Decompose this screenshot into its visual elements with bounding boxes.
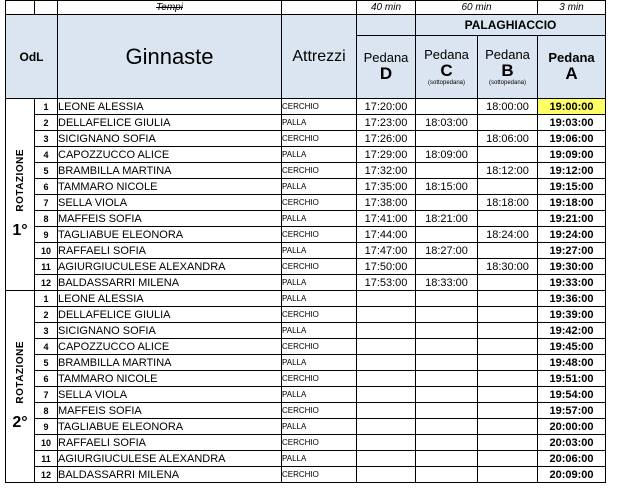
time-pedana-d xyxy=(357,419,416,435)
venue-blank-cell xyxy=(357,15,416,36)
gymnast-name: AGIURGIUCULESE ALEXANDRA xyxy=(58,451,282,467)
time-pedana-a: 19:03:00 xyxy=(538,115,606,131)
time-pedana-a: 19:33:00 xyxy=(538,275,606,291)
apparatus: PALLA xyxy=(282,451,357,467)
time-pedana-b xyxy=(478,339,538,355)
apparatus: PALLA xyxy=(282,291,357,307)
time-pedana-a: 19:39:00 xyxy=(538,307,606,323)
time-pedana-b xyxy=(478,179,538,195)
time-pedana-a: 19:57:00 xyxy=(538,403,606,419)
venue-title: PALAGHIACCIO xyxy=(416,15,606,36)
apparatus: PALLA xyxy=(282,275,357,291)
time-pedana-a: 19:42:00 xyxy=(538,323,606,339)
apparatus: PALLA xyxy=(282,243,357,259)
durations-row xyxy=(6,1,606,15)
order-number: 9 xyxy=(35,419,58,435)
table-row xyxy=(6,387,606,403)
time-pedana-b: 18:00:00 xyxy=(478,99,538,115)
time-pedana-d xyxy=(357,291,416,307)
time-pedana-c xyxy=(416,99,478,115)
order-number: 2 xyxy=(35,307,58,323)
time-pedana-a: 19:48:00 xyxy=(538,355,606,371)
corner-cell xyxy=(6,1,35,15)
time-pedana-c xyxy=(416,451,478,467)
rotation-word: ROTAZIONE xyxy=(14,149,26,212)
apparatus: CERCHIO xyxy=(282,339,357,355)
gymnast-name: SELLA VIOLA xyxy=(58,387,282,403)
pedana-b-header xyxy=(478,36,538,99)
time-pedana-d xyxy=(357,435,416,451)
order-number: 8 xyxy=(35,211,58,227)
time-pedana-b xyxy=(478,147,538,163)
time-pedana-d: 17:29:00 xyxy=(357,147,416,163)
time-pedana-b: 18:06:00 xyxy=(478,131,538,147)
pedana-word: Pedana xyxy=(485,47,530,63)
rotation-label-cell xyxy=(6,291,35,483)
time-pedana-a: 19:09:00 xyxy=(538,147,606,163)
order-number: 11 xyxy=(35,451,58,467)
apparatus: PALLA xyxy=(282,179,357,195)
time-pedana-c: 18:09:00 xyxy=(416,147,478,163)
time-pedana-b xyxy=(478,323,538,339)
pedana-c-header xyxy=(416,36,478,99)
gymnast-name: DELLAFELICE GIULIA xyxy=(58,115,282,131)
pedana-word: Pedana xyxy=(363,50,409,66)
apparatus: CERCHIO xyxy=(282,435,357,451)
time-pedana-c xyxy=(416,339,478,355)
time-pedana-d: 17:23:00 xyxy=(357,115,416,131)
table-row xyxy=(6,291,606,307)
time-pedana-a: 19:18:00 xyxy=(538,195,606,211)
time-pedana-d xyxy=(357,339,416,355)
order-number: 12 xyxy=(35,275,58,291)
order-number: 5 xyxy=(35,355,58,371)
gymnast-name: MAFFEIS SOFIA xyxy=(58,403,282,419)
time-pedana-c xyxy=(416,387,478,403)
order-number: 1 xyxy=(35,99,58,115)
time-pedana-a: 19:36:00 xyxy=(538,291,606,307)
time-pedana-a: 19:24:00 xyxy=(538,227,606,243)
gymnast-name: MAFFEIS SOFIA xyxy=(58,211,282,227)
time-pedana-a: 19:06:00 xyxy=(538,131,606,147)
time-pedana-b xyxy=(478,403,538,419)
table-row xyxy=(6,371,606,387)
time-pedana-d: 17:26:00 xyxy=(357,131,416,147)
pedana-d-header xyxy=(357,36,416,99)
duration-a: 3 min xyxy=(538,1,606,15)
table-row xyxy=(6,227,606,243)
time-pedana-a: 19:21:00 xyxy=(538,211,606,227)
time-pedana-b: 18:12:00 xyxy=(478,163,538,179)
gymnast-name: BALDASSARRI MILENA xyxy=(58,275,282,291)
table-row xyxy=(6,243,606,259)
time-pedana-b: 18:30:00 xyxy=(478,259,538,275)
time-pedana-d xyxy=(357,323,416,339)
apparatus: CERCHIO xyxy=(282,403,357,419)
apparatus: CERCHIO xyxy=(282,195,357,211)
time-pedana-d: 17:41:00 xyxy=(357,211,416,227)
time-pedana-a: 19:45:00 xyxy=(538,339,606,355)
time-pedana-d: 17:38:00 xyxy=(357,195,416,211)
order-number: 9 xyxy=(35,227,58,243)
time-pedana-a: 19:51:00 xyxy=(538,371,606,387)
time-pedana-c xyxy=(416,371,478,387)
gymnast-name: CAPOZZUCCO ALICE xyxy=(58,147,282,163)
time-pedana-c xyxy=(416,227,478,243)
order-number: 7 xyxy=(35,387,58,403)
apparatus: PALLA xyxy=(282,211,357,227)
time-pedana-c xyxy=(416,467,478,483)
time-pedana-a: 20:00:00 xyxy=(538,419,606,435)
apparatus: PALLA xyxy=(282,147,357,163)
time-pedana-b xyxy=(478,435,538,451)
table-row xyxy=(6,147,606,163)
gymnast-name: DELLAFELICE GIULIA xyxy=(58,307,282,323)
time-pedana-d: 17:35:00 xyxy=(357,179,416,195)
pedana-letter: B xyxy=(501,60,514,80)
apparatus: CERCHIO xyxy=(282,371,357,387)
apparatus: CERCHIO xyxy=(282,259,357,275)
time-pedana-c: 18:21:00 xyxy=(416,211,478,227)
time-pedana-c xyxy=(416,355,478,371)
corner-cell xyxy=(35,1,58,15)
pedana-word: Pedana xyxy=(424,47,469,63)
gymnast-name: BALDASSARRI MILENA xyxy=(58,467,282,483)
ginnaste-header: Ginnaste xyxy=(58,15,282,99)
time-pedana-d xyxy=(357,387,416,403)
order-number: 2 xyxy=(35,115,58,131)
time-pedana-c xyxy=(416,323,478,339)
rotation-word: ROTAZIONE xyxy=(14,341,26,404)
order-number: 6 xyxy=(35,179,58,195)
table-row xyxy=(6,259,606,275)
table-row xyxy=(6,131,606,147)
order-number: 12 xyxy=(35,467,58,483)
apparatus: CERCHIO xyxy=(282,99,357,115)
time-pedana-b xyxy=(478,307,538,323)
attrezzi-header: Attrezzi xyxy=(282,15,357,99)
table-row xyxy=(6,435,606,451)
order-number: 8 xyxy=(35,403,58,419)
odl-header: OdL xyxy=(6,15,58,99)
time-pedana-c: 18:27:00 xyxy=(416,243,478,259)
order-number: 3 xyxy=(35,323,58,339)
gymnast-name: LEONE ALESSIA xyxy=(58,99,282,115)
table-row xyxy=(6,99,606,115)
gymnast-name: RAFFAELI SOFIA xyxy=(58,435,282,451)
gymnast-name: BRAMBILLA MARTINA xyxy=(58,163,282,179)
table-row xyxy=(6,211,606,227)
time-pedana-d: 17:44:00 xyxy=(357,227,416,243)
table-row xyxy=(6,419,606,435)
order-number: 1 xyxy=(35,291,58,307)
table-row xyxy=(6,275,606,291)
time-pedana-c: 18:15:00 xyxy=(416,179,478,195)
order-number: 11 xyxy=(35,259,58,275)
time-pedana-c: 18:33:00 xyxy=(416,275,478,291)
time-pedana-b xyxy=(478,419,538,435)
rotation-label xyxy=(6,341,34,432)
apparatus: PALLA xyxy=(282,355,357,371)
gymnast-name: AGIURGIUCULESE ALEXANDRA xyxy=(58,259,282,275)
apparatus: PALLA xyxy=(282,419,357,435)
time-pedana-c xyxy=(416,131,478,147)
time-pedana-b: 18:24:00 xyxy=(478,227,538,243)
time-pedana-b xyxy=(478,275,538,291)
order-number: 10 xyxy=(35,243,58,259)
gymnast-name: SICIGNANO SOFIA xyxy=(58,323,282,339)
time-pedana-c xyxy=(416,435,478,451)
table-row xyxy=(6,403,606,419)
time-pedana-b xyxy=(478,211,538,227)
time-pedana-d: 17:20:00 xyxy=(357,99,416,115)
time-pedana-c xyxy=(416,195,478,211)
gymnast-name: CAPOZZUCCO ALICE xyxy=(58,339,282,355)
order-number: 10 xyxy=(35,435,58,451)
order-number: 4 xyxy=(35,147,58,163)
table-row xyxy=(6,195,606,211)
pedana-a-header xyxy=(538,36,606,99)
time-pedana-b xyxy=(478,451,538,467)
venue-row xyxy=(6,15,606,36)
time-pedana-a: 20:06:00 xyxy=(538,451,606,467)
apparatus: CERCHIO xyxy=(282,307,357,323)
time-pedana-c xyxy=(416,163,478,179)
time-pedana-a: 19:12:00 xyxy=(538,163,606,179)
time-pedana-c xyxy=(416,419,478,435)
time-pedana-c xyxy=(416,307,478,323)
time-pedana-d xyxy=(357,355,416,371)
time-pedana-a: 20:09:00 xyxy=(538,467,606,483)
pedana-note: (sottopedana) xyxy=(488,79,527,86)
order-number: 4 xyxy=(35,339,58,355)
gymnast-name: BRAMBILLA MARTINA xyxy=(58,355,282,371)
table-row xyxy=(6,323,606,339)
time-pedana-c xyxy=(416,259,478,275)
schedule-sheet xyxy=(5,0,606,483)
gymnast-name: LEONE ALESSIA xyxy=(58,291,282,307)
gymnast-name: TAGLIABUE ELEONORA xyxy=(58,227,282,243)
rotation-label xyxy=(6,149,34,240)
time-pedana-a: 19:30:00 xyxy=(538,259,606,275)
time-pedana-c xyxy=(416,291,478,307)
table-row xyxy=(6,467,606,483)
apparatus: PALLA xyxy=(282,323,357,339)
table-row xyxy=(6,163,606,179)
table-row xyxy=(6,355,606,371)
table-row xyxy=(6,179,606,195)
pedana-letter: C xyxy=(440,60,453,80)
time-pedana-a: 19:27:00 xyxy=(538,243,606,259)
order-number: 7 xyxy=(35,195,58,211)
gymnast-name: TAMMARO NICOLE xyxy=(58,179,282,195)
time-pedana-d: 17:32:00 xyxy=(357,163,416,179)
rotation-number: 1° xyxy=(12,221,28,239)
time-pedana-d xyxy=(357,403,416,419)
apparatus: CERCHIO xyxy=(282,227,357,243)
time-pedana-b xyxy=(478,467,538,483)
time-pedana-b xyxy=(478,115,538,131)
pedana-letter: A xyxy=(565,63,578,83)
time-pedana-d: 17:47:00 xyxy=(357,243,416,259)
time-pedana-d: 17:53:00 xyxy=(357,275,416,291)
apparatus: CERCHIO xyxy=(282,163,357,179)
gymnast-name: TAGLIABUE ELEONORA xyxy=(58,419,282,435)
tempi-label: Tempi xyxy=(58,1,282,15)
apparatus: CERCHIO xyxy=(282,131,357,147)
time-pedana-c xyxy=(416,403,478,419)
time-pedana-a: 19:15:00 xyxy=(538,179,606,195)
table-row xyxy=(6,307,606,323)
rotation-label-cell xyxy=(6,99,35,291)
table-row xyxy=(6,339,606,355)
gymnast-name: TAMMARO NICOLE xyxy=(58,371,282,387)
time-pedana-d: 17:50:00 xyxy=(357,259,416,275)
duration-c: 60 min xyxy=(416,1,538,15)
time-pedana-d xyxy=(357,451,416,467)
time-pedana-a: 20:03:00 xyxy=(538,435,606,451)
time-pedana-a: 19:54:00 xyxy=(538,387,606,403)
order-number: 5 xyxy=(35,163,58,179)
time-pedana-b xyxy=(478,355,538,371)
time-pedana-b xyxy=(478,291,538,307)
apparatus: PALLA xyxy=(282,387,357,403)
gymnast-name: SELLA VIOLA xyxy=(58,195,282,211)
pedana-word: Pedana xyxy=(548,50,595,66)
time-pedana-d xyxy=(357,371,416,387)
time-pedana-d xyxy=(357,307,416,323)
time-pedana-b: 18:18:00 xyxy=(478,195,538,211)
time-pedana-a: 19:00:00 xyxy=(538,99,606,115)
rotation-number: 2° xyxy=(12,413,28,431)
pedana-note: (sottopedana) xyxy=(427,79,466,86)
time-pedana-b xyxy=(478,243,538,259)
apparatus: CERCHIO xyxy=(282,467,357,483)
gymnast-name: RAFFAELI SOFIA xyxy=(58,243,282,259)
order-number: 3 xyxy=(35,131,58,147)
gymnast-name: SICIGNANO SOFIA xyxy=(58,131,282,147)
duration-d: 40 min xyxy=(357,1,416,15)
time-pedana-b xyxy=(478,387,538,403)
pedana-letter: D xyxy=(379,63,393,83)
table-row xyxy=(6,115,606,131)
table-row xyxy=(6,451,606,467)
time-pedana-d xyxy=(357,467,416,483)
time-pedana-c: 18:03:00 xyxy=(416,115,478,131)
order-number: 6 xyxy=(35,371,58,387)
time-pedana-b xyxy=(478,371,538,387)
blank-cell xyxy=(282,1,357,15)
apparatus: PALLA xyxy=(282,115,357,131)
